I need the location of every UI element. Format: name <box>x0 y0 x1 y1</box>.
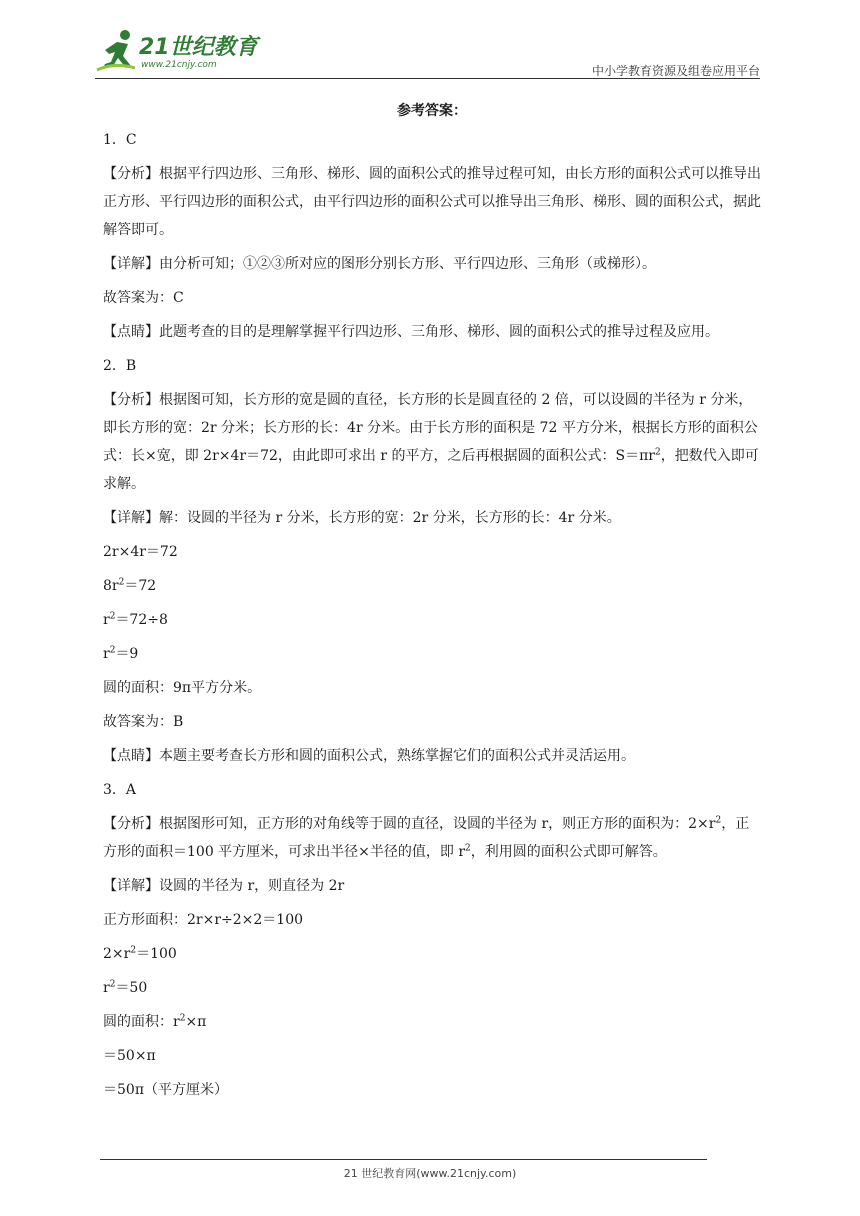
q2-detail: 【详解】解：设圆的半径为 r 分米，长方形的宽：2r 分米，长方形的长：4r 分米。 <box>103 510 621 526</box>
q3-equation: ＝50π（平方厘米） <box>103 1082 229 1098</box>
q3-equation: ＝50×π <box>103 1048 156 1064</box>
q1-comment: 【点睛】此题考查的目的是理解掌握平行四边形、三角形、梯形、圆的面积公式的推导过程及应用。 <box>103 324 719 340</box>
q2-equation: $8r^2=72$ <box>103 577 157 594</box>
footer-divider <box>100 1159 707 1160</box>
q2-equation: $r^2=9$ <box>103 645 139 662</box>
site-logo <box>95 26 265 76</box>
page-header <box>95 26 760 78</box>
q2-comment: 【点睛】本题主要考查长方形和圆的面积公式，熟练掌握它们的面积公式并灵活运用。 <box>103 748 635 764</box>
q2-equation: $r^2=72\div 8$ <box>103 611 168 628</box>
q1-result: 故答案为：C <box>103 290 184 306</box>
q1-detail: 【详解】由分析可知；①②③所对应的图形分别长方形、平行四边形、三角形（或梯形）。 <box>103 256 656 272</box>
q2-answer: 2．B <box>103 358 137 374</box>
q1-analysis: 【分析】根据平行四边形、三角形、梯形、圆的面积公式的推导过程可知，由长方形的面积公式可以推导出正方形、平行四边形的面积公式，由平行四边形的面积公式可以推导出三角形、梯形、圆的面积公式，据此解答即可。 <box>103 166 761 238</box>
platform-name: 中小学教育资源及组卷应用平台 <box>591 64 760 78</box>
q2-result: 故答案为：B <box>103 714 184 730</box>
header-divider <box>95 78 760 79</box>
q3-answer: 3．A <box>103 782 137 798</box>
q3-equation: 圆的面积：$r^2\times\pi$ <box>103 1013 207 1030</box>
q2-equation: 2r×4r＝72 <box>103 544 178 560</box>
q3-equation: 正方形面积：2r×r÷2×2＝100 <box>103 912 304 928</box>
q1-answer: 1．C <box>103 132 137 148</box>
logo-text: 21世纪教育 <box>139 35 258 60</box>
q3-analysis: 【分析】根据图形可知，正方形的对角线等于圆的直径，设圆的半径为 r，则正方形的面积为：$2\times r^2$，正方形的面积＝100 平方厘米，可求出半径×半径的值，即 $r^2$，利用圆的面积公式即可解答。 <box>103 815 750 860</box>
q3-equation: $2\times r^2=100$ <box>103 945 177 962</box>
runner-logo-icon <box>95 26 139 74</box>
q2-analysis: 【分析】根据图可知，长方形的宽是圆的直径，长方形的长是圆直径的 2 倍，可以设圆的半径为 r 分米，即长方形的宽：2r 分米；长方形的长：4r 分米。由于长方形的面积是 72 平方分米，根据长方形的面积公式：长×宽，即 2r×4r＝72，由此即可求出 r 的平方，之后再根据圆的面积公式：$S=\pi r^2$，把数代入即可求解。 <box>103 392 759 492</box>
q3-detail: 【详解】设圆的半径为 r，则直径为 2r <box>103 878 345 894</box>
page-footer: 21 世纪教育网(www.21cnjy.com) <box>343 1167 517 1180</box>
q3-equation: $r^2=50$ <box>103 979 148 996</box>
page-title: 参考答案： <box>397 103 467 119</box>
answer-content <box>103 96 761 1104</box>
logo-url: www.21cnjy.com <box>141 60 217 70</box>
q2-area: 圆的面积：9π平方分米。 <box>103 680 262 696</box>
